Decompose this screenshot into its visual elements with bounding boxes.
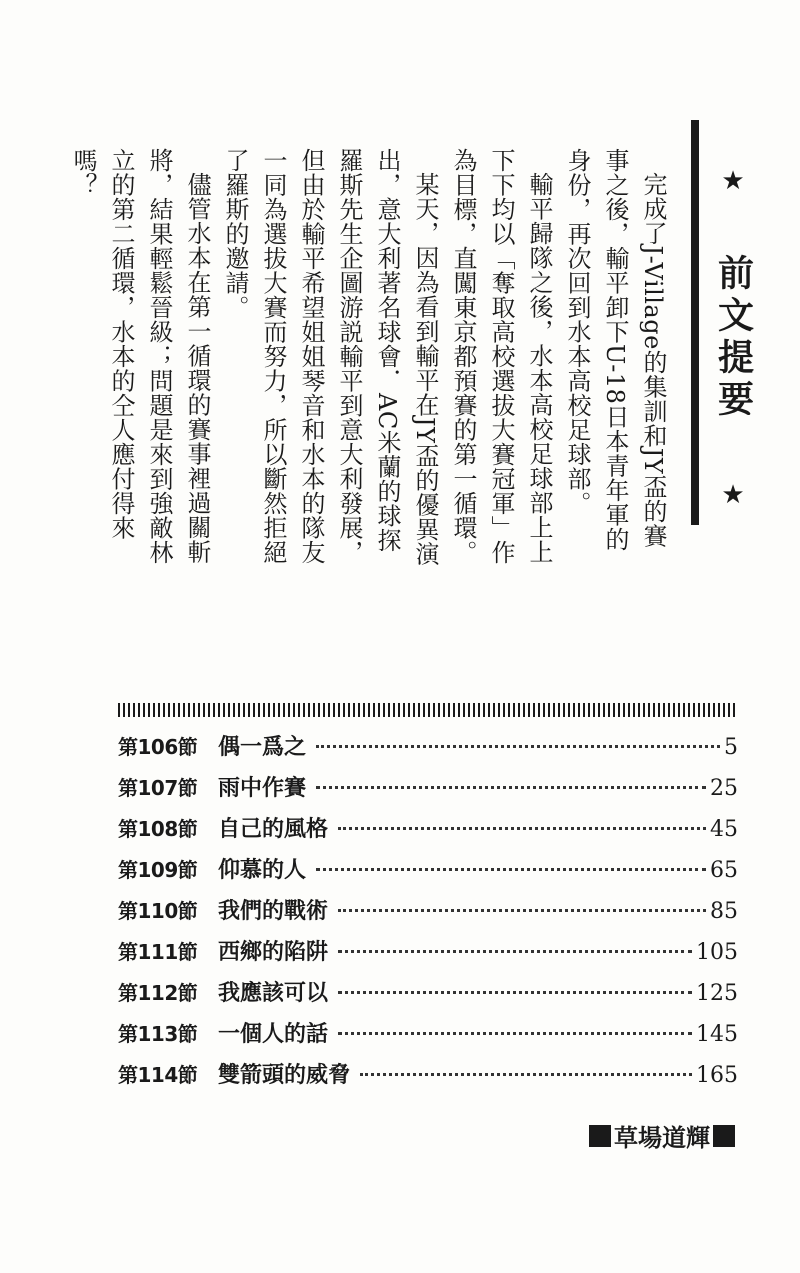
heading-rule <box>691 120 699 525</box>
toc-entry[interactable] <box>118 812 738 853</box>
chapter-title: 偶一爲之 <box>218 735 307 760</box>
page-number: 65 <box>710 858 738 883</box>
page-number: 25 <box>710 776 738 801</box>
chapter-title: 我應該可以 <box>218 981 329 1006</box>
page-number: 105 <box>696 940 738 965</box>
chapter-title: 西鄉的陷阱 <box>218 940 329 965</box>
chapter-title: 雨中作賽 <box>218 776 307 801</box>
dot-leader <box>316 745 720 748</box>
section-heading: 前文提要 <box>712 254 754 422</box>
chapter-number: 第109節 <box>118 858 198 882</box>
toc-entry[interactable] <box>118 1058 738 1099</box>
chapter-number: 第107節 <box>118 776 198 800</box>
summary-paragraph: 完成了J-Village的集訓和JY盃的賽事之後，輸平卸下U-18日本青年軍的身份，再次回到水本高校足球部。 <box>563 148 667 552</box>
chapter-number: 第113節 <box>118 1022 198 1046</box>
chapter-number: 第114節 <box>118 1063 198 1087</box>
dot-leader <box>338 1032 692 1035</box>
black-square-icon <box>713 1125 735 1147</box>
page-number: 145 <box>696 1022 738 1047</box>
page-number: 45 <box>710 817 738 842</box>
dot-leader <box>338 950 692 953</box>
chapter-title: 一個人的話 <box>218 1022 329 1047</box>
black-square-icon <box>589 1125 611 1147</box>
dot-leader <box>360 1073 692 1076</box>
chapter-title: 雙箭頭的威脅 <box>218 1063 351 1088</box>
chapter-title: 仰慕的人 <box>218 858 307 883</box>
toc-entry[interactable] <box>118 1017 738 1058</box>
dot-leader <box>338 909 706 912</box>
chapter-number: 第106節 <box>118 735 198 759</box>
page-number: 85 <box>710 899 738 924</box>
chapter-number: 第110節 <box>118 899 198 923</box>
author-name: 草場道輝 <box>614 1124 710 1152</box>
star-icon: ★ <box>721 166 745 196</box>
chapter-title: 自己的風格 <box>218 817 329 842</box>
toc-entry[interactable] <box>118 935 738 976</box>
chapter-number: 第108節 <box>118 817 198 841</box>
dot-leader <box>316 868 706 871</box>
toc-divider <box>118 703 738 717</box>
summary-paragraph: 輸平歸隊之後，水本高校足球部上上下下均以「奪取高校選拔大賽冠軍」作為目標，直闖東京都預賽的第一循環。 <box>449 148 553 565</box>
summary-paragraph: 某天，因為看到輸平在JY盃的優異演出，意大利著名球會．AC米蘭的球探羅斯先生企圖游説輸平到意大利發展，但由於輸平希望姐姐琴音和水本的隊友一同為選拔大賽而努力，所以斷然拒絕了羅斯的邀請。 <box>221 148 439 566</box>
star-icon: ★ <box>721 480 745 510</box>
page-number: 125 <box>696 981 738 1006</box>
toc-entry[interactable] <box>118 730 738 771</box>
table-of-contents <box>118 730 738 1099</box>
toc-entry[interactable] <box>118 853 738 894</box>
dot-leader <box>338 991 692 994</box>
heading <box>712 168 754 508</box>
dot-leader <box>316 786 706 789</box>
chapter-number: 第111節 <box>118 940 198 964</box>
author-credit <box>586 1118 738 1153</box>
toc-entry[interactable] <box>118 894 738 935</box>
page-number: 165 <box>696 1063 738 1088</box>
toc-entry[interactable] <box>118 771 738 812</box>
dot-leader <box>338 827 706 830</box>
page-number: 5 <box>724 735 738 760</box>
story-summary <box>69 148 672 568</box>
summary-paragraph: 儘管水本在第一循環的賽事裡過關斬將，結果輕鬆晉級；問題是來到強敵林立的第二循環，水本的仝人應付得來嗎？ <box>69 148 211 565</box>
chapter-number: 第112節 <box>118 981 198 1005</box>
chapter-title: 我們的戰術 <box>218 899 329 924</box>
toc-entry[interactable] <box>118 976 738 1017</box>
